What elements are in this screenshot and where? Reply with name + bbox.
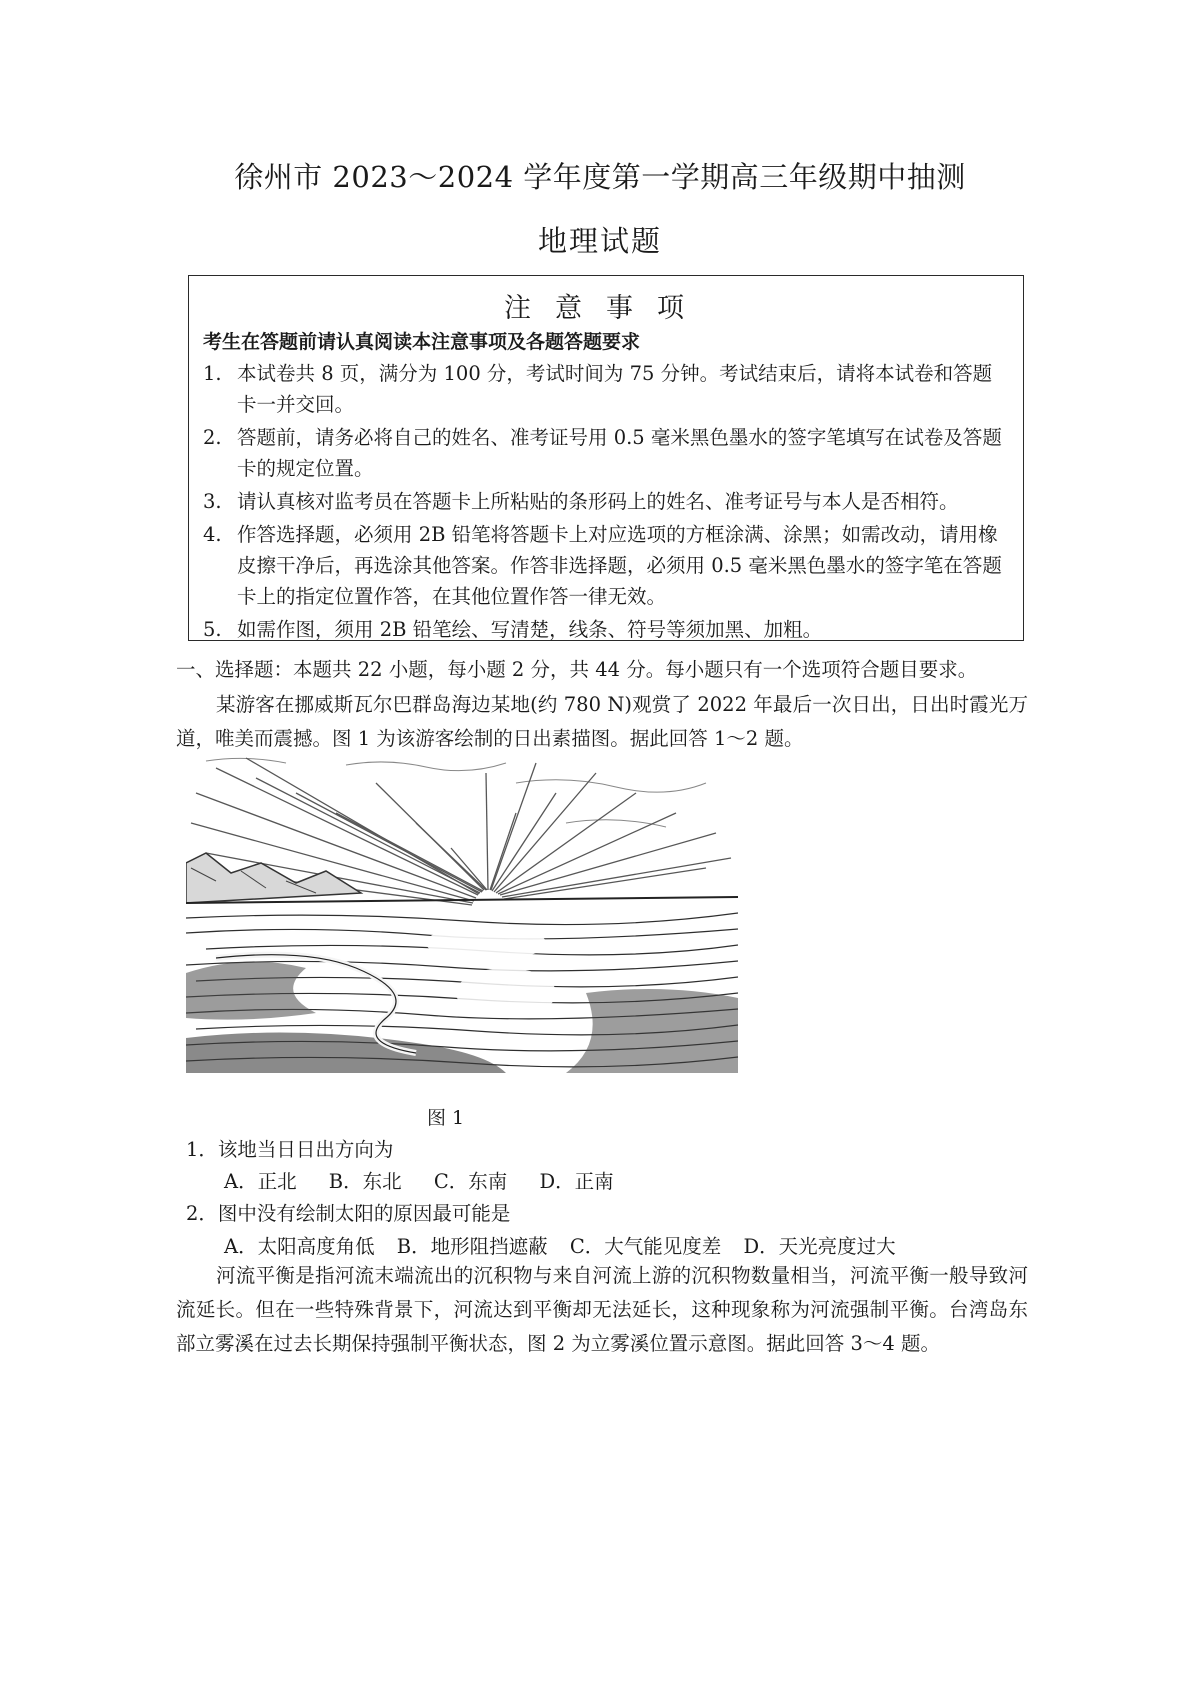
- question-2-option-b: B．地形阻挡遮蔽: [396, 1235, 548, 1258]
- notice-item-text: 如需作图，须用 2B 铅笔绘、写清楚，线条、符号等须加黑、加粗。: [237, 618, 823, 641]
- section-heading: 一、选择题：本题共 22 小题，每小题 2 分，共 44 分。每小题只有一个选项符合题目要求。: [176, 658, 978, 681]
- question-1-option-d: D．正南: [539, 1170, 614, 1193]
- sunrise-sketch-image: [186, 753, 738, 1073]
- question-1-option-b: B．东北: [328, 1170, 402, 1193]
- question-2-option-d: D．天光亮度过大: [743, 1235, 896, 1258]
- question-1-stem: 1．该地当日日出方向为: [186, 1138, 394, 1161]
- notice-item-text: 本试卷共 8 页，满分为 100 分，考试时间为 75 分钟。考试结束后，请将本试卷和答题卡一并交回。: [237, 362, 993, 416]
- notice-item-number: 2.: [203, 426, 222, 449]
- notice-title: 注意事项: [504, 293, 708, 324]
- notice-lead: 考生在答题前请认真阅读本注意事项及各题答题要求: [203, 331, 641, 353]
- notice-item-text: 答题前，请务必将自己的姓名、准考证号用 0.5 毫米黑色墨水的签字笔填写在试卷及答题卡的规定位置。: [237, 426, 1002, 480]
- question-2-option-c: C．大气能见度差: [569, 1235, 722, 1258]
- notice-item: [203, 614, 1008, 645]
- question-intro-3-4: 河流平衡是指河流末端流出的沉积物与来自河流上游的沉积物数量相当，河流平衡一般导致河流延长。但在一些特殊背景下，河流达到平衡却无法延长，这种现象称为河流强制平衡。台湾岛东部立雾溪在过去长期保持强制平衡状态，图 2 为立雾溪位置示意图。据此回答 3～4 题。: [176, 1264, 1028, 1355]
- notice-item: [203, 422, 1008, 484]
- figure-1-caption: 图 1: [427, 1107, 465, 1129]
- notice-item-number: 5.: [203, 618, 222, 641]
- page-title: 徐州市 2023～2024 学年度第一学期高三年级期中抽测: [234, 160, 966, 194]
- page-subtitle: 地理试题: [537, 224, 662, 258]
- question-1-option-c: C．东南: [433, 1170, 508, 1193]
- notice-item-number: 4.: [203, 523, 222, 546]
- notice-item-text: 请认真核对监考员在答题卡上所粘贴的条形码上的姓名、准考证号与本人是否相符。: [237, 490, 959, 513]
- question-1-options: [224, 1166, 640, 1194]
- notice-item: [203, 358, 1008, 420]
- question-intro-1-2: 某游客在挪威斯瓦尔巴群岛海边某地(约 780 N)观赏了 2022 年最后一次日出，日出时霞光万道，唯美而震撼。图 1 为该游客绘制的日出素描图。据此回答 1～2 题。: [176, 693, 1028, 750]
- sunrise-sketch-figure: [186, 753, 738, 1073]
- question-2-options: [224, 1231, 912, 1259]
- question-2-option-a: A．太阳高度角低: [224, 1235, 375, 1258]
- notice-item-number: 3.: [203, 490, 222, 513]
- question-2-stem: 2．图中没有绘制太阳的原因最可能是: [186, 1202, 511, 1225]
- notice-box: [188, 275, 1024, 641]
- notice-item: [203, 486, 1008, 517]
- notice-item-text: 作答选择题，必须用 2B 铅笔将答题卡上对应选项的方框涂满、涂黑；如需改动，请用橡皮擦干净后，再选涂其他答案。作答非选择题，必须用 0.5 毫米黑色墨水的签字笔在答题卡上的指定位置作答，在其他位置作答一律无效。: [237, 523, 1002, 608]
- notice-item: [203, 519, 1008, 612]
- notice-list: [203, 358, 1008, 647]
- notice-item-number: 1.: [203, 362, 222, 385]
- question-1-option-a: A．正北: [224, 1170, 297, 1193]
